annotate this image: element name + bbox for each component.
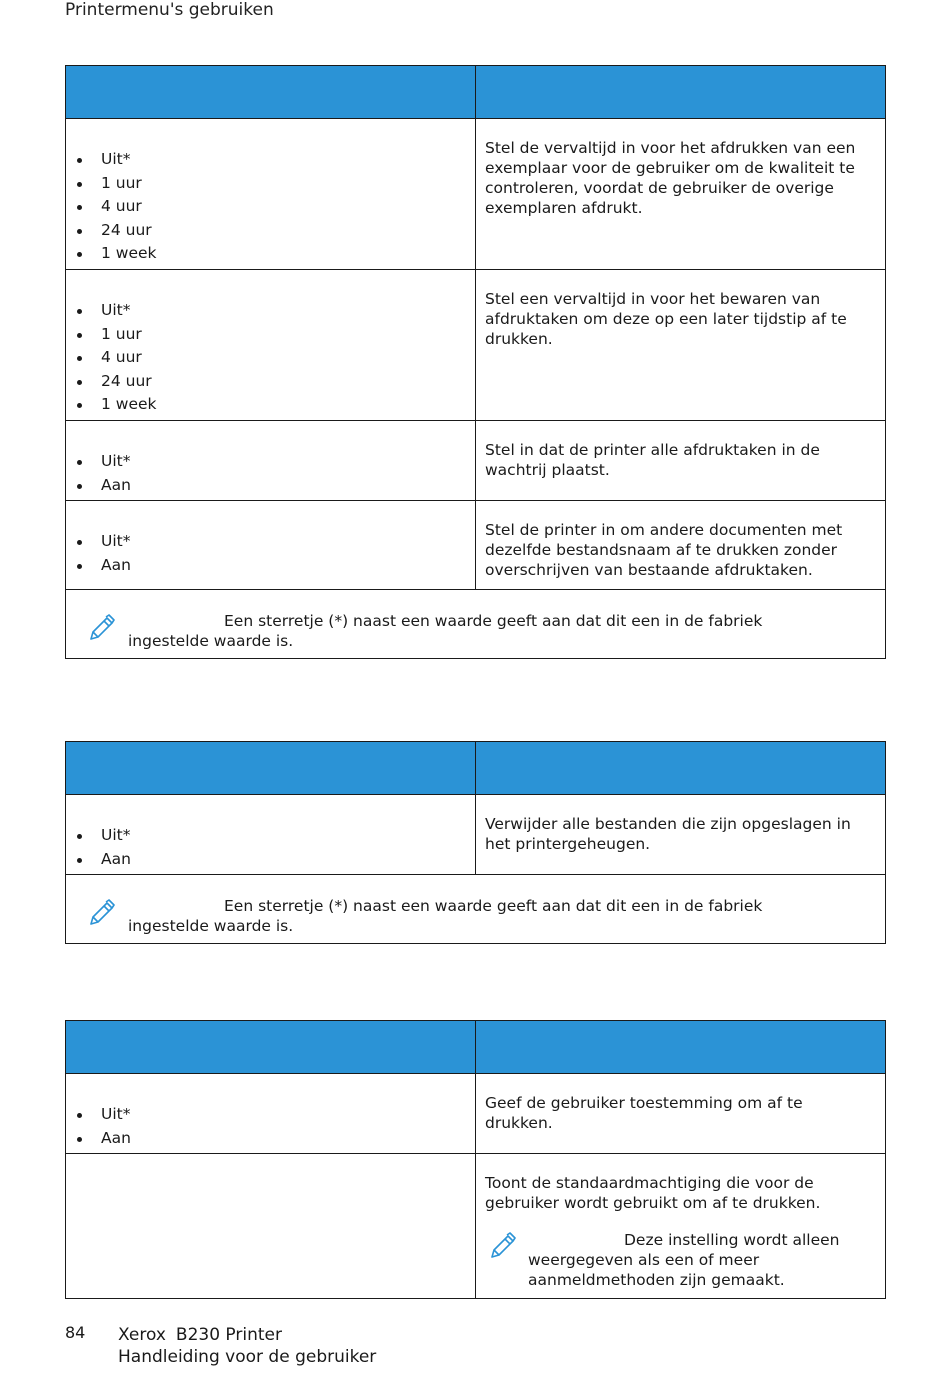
menu-table-3 — [65, 1020, 886, 1299]
options-list — [66, 148, 475, 266]
table-header-cell — [66, 1021, 476, 1074]
note-row — [66, 590, 886, 659]
description-cell — [476, 1154, 886, 1299]
options-list — [66, 450, 475, 497]
table-header-cell — [476, 742, 886, 795]
pencil-icon — [88, 614, 116, 646]
list-item: Uit* — [66, 299, 475, 323]
description-text: Geef de gebruiker toestemming om af te drukken. — [485, 1094, 803, 1132]
table-header-cell — [66, 66, 476, 119]
options-cell — [66, 1074, 476, 1154]
table-header-cell — [476, 66, 886, 119]
list-item: 4 uur — [66, 195, 475, 219]
options-cell — [66, 795, 476, 875]
list-item: 4 uur — [66, 346, 475, 370]
description-cell — [476, 421, 886, 501]
description-cell — [476, 795, 886, 875]
description-text: Stel in dat de printer alle afdruktaken in de wachtrij plaatst. — [485, 441, 820, 479]
options-cell — [66, 270, 476, 421]
list-item: Aan — [66, 554, 475, 578]
description-cell — [476, 270, 886, 421]
table-row — [66, 1154, 886, 1299]
options-list — [66, 299, 475, 417]
note-text: Deze instelling wordt alleen weergegeven als een of meer aanmeldmethoden zijn gemaakt. — [528, 1231, 840, 1289]
pencil-icon — [489, 1232, 517, 1264]
inline-note — [476, 1230, 885, 1290]
table-header-cell — [66, 742, 476, 795]
list-item: Aan — [66, 474, 475, 498]
description-text: Verwijder alle bestanden die zijn opgeslagen in het printergeheugen. — [485, 815, 851, 853]
table-row — [66, 1074, 886, 1154]
options-cell — [66, 1154, 476, 1299]
page-number: 84 — [65, 1323, 86, 1342]
options-list — [66, 1103, 475, 1150]
list-item: 24 uur — [66, 370, 475, 394]
options-list — [66, 824, 475, 871]
table-row — [66, 270, 886, 421]
list-item: Aan — [66, 848, 475, 872]
footer-brand — [118, 1324, 376, 1368]
footer-guide-title: Handleiding voor de gebruiker — [118, 1347, 377, 1367]
table-row — [66, 501, 886, 590]
table-header-row — [66, 66, 886, 119]
description-text: Stel een vervaltijd in voor het bewaren van afdruktaken om deze op een later tijdstip af te drukken. — [485, 290, 847, 348]
list-item: Uit* — [66, 148, 475, 172]
list-item: Aan — [66, 1127, 475, 1151]
options-cell — [66, 119, 476, 270]
description-cell — [476, 501, 886, 590]
note-row — [66, 875, 886, 944]
list-item: 1 week — [66, 242, 475, 266]
description-text: Stel de vervaltijd in voor het afdrukken van een exemplaar voor de gebruiker om de kwaliteit te controleren, voordat de gebruiker de overige exemplaren afdrukt. — [485, 139, 856, 217]
description-cell — [476, 1074, 886, 1154]
options-list — [66, 530, 475, 577]
options-cell — [66, 421, 476, 501]
list-item: Uit* — [66, 450, 475, 474]
list-item: 1 uur — [66, 323, 475, 347]
options-cell — [66, 501, 476, 590]
description-text: Toont de standaardmachtiging die voor de gebruiker wordt gebruikt om af te drukken. — [485, 1174, 821, 1212]
list-item: 1 week — [66, 393, 475, 417]
list-item: Uit* — [66, 824, 475, 848]
note-text: Een sterretje (*) naast een waarde geeft aan dat dit een in de fabriek ingestelde waarde is. — [128, 612, 763, 650]
note-cell — [66, 590, 886, 659]
footer-product-name: B230 Printer — [175, 1325, 282, 1345]
list-item: Uit* — [66, 1103, 475, 1127]
note-text: Een sterretje (*) naast een waarde geeft aan dat dit een in de fabriek ingestelde waarde is. — [128, 897, 763, 935]
note-cell — [66, 875, 886, 944]
list-item: 1 uur — [66, 172, 475, 196]
table-row — [66, 421, 886, 501]
description-cell — [476, 119, 886, 270]
description-text: Stel de printer in om andere documenten met dezelfde bestandsnaam af te drukken zonder overschrijven van bestaande afdruktaken. — [485, 521, 843, 579]
menu-table-1 — [65, 65, 886, 659]
pencil-icon — [88, 899, 116, 931]
table-header-row — [66, 742, 886, 795]
list-item: Uit* — [66, 530, 475, 554]
table-header-cell — [476, 1021, 886, 1074]
page-header: Printermenu's gebruiken — [65, 0, 274, 20]
list-item: 24 uur — [66, 219, 475, 243]
footer-brand-name: Xerox — [118, 1325, 166, 1345]
menu-table-2 — [65, 741, 886, 944]
table-header-row — [66, 1021, 886, 1074]
table-row — [66, 119, 886, 270]
table-row — [66, 795, 886, 875]
